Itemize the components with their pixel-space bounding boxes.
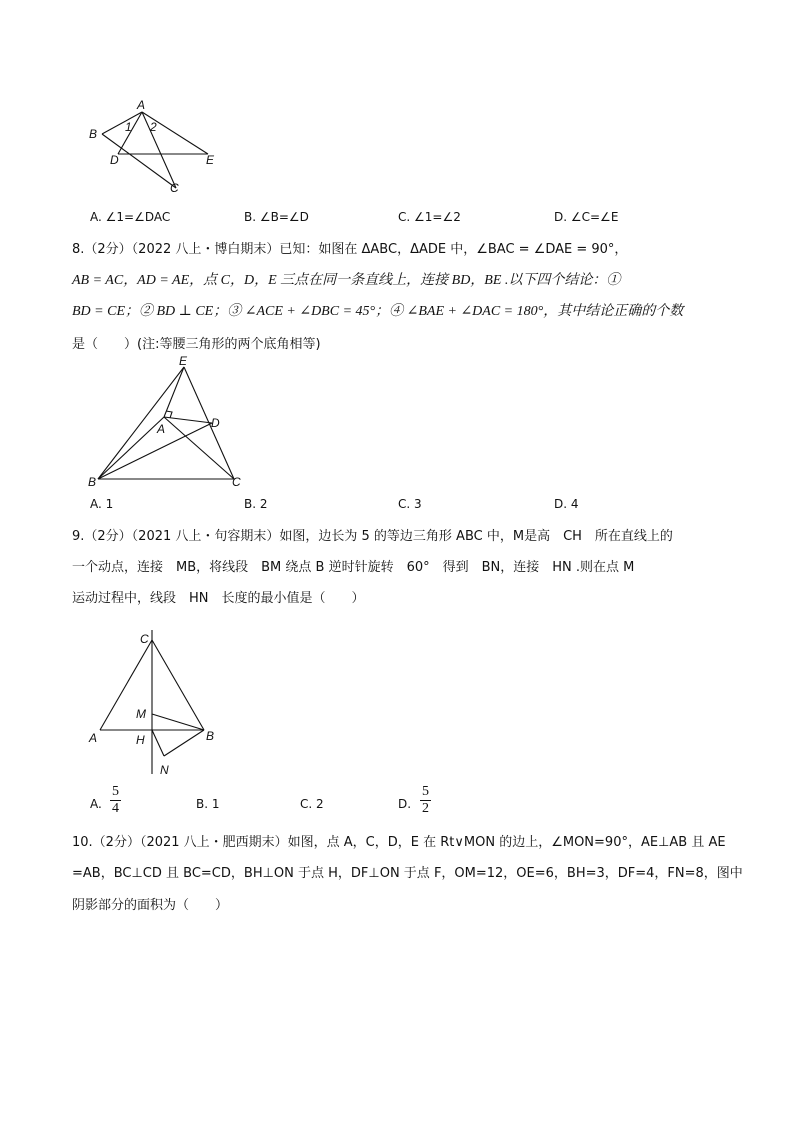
q8-text-line4: 是（ ）(注:等腰三角形的两个底角相等) — [72, 337, 321, 352]
q8-label-C: C — [232, 475, 241, 489]
q9-figure — [84, 626, 234, 781]
q9-option-c: C. 2 — [300, 797, 324, 811]
q7-option-a: A. ∠1=∠DAC — [90, 210, 171, 224]
q10-text-line3: 阴影部分的面积为（ ） — [72, 898, 229, 913]
q7-label-B: B — [89, 127, 98, 141]
q7-figure — [80, 96, 230, 196]
q9-option-a-fraction — [110, 784, 121, 817]
q7-option-d: D. ∠C=∠E — [554, 210, 619, 224]
q9-option-d-prefix: D. — [398, 797, 412, 811]
q9-option-b: B. 1 — [196, 797, 220, 811]
q8-label-B: B — [88, 475, 97, 489]
q9-label-B: B — [206, 729, 215, 743]
q9-text-line3: 运动过程中，线段 HN 长度的最小值是（ ） — [72, 591, 365, 606]
q10-text-line2: =AB，BC⊥CD 且 BC=CD，BH⊥ON 于点 H，DF⊥ON 于点 F，OM=12，OE=6，BH=3，DF=4，FN=8，图中 — [72, 866, 743, 881]
q9-label-M: M — [136, 707, 146, 721]
q9-label-H: H — [136, 733, 145, 747]
q9-label-A: A — [89, 731, 98, 745]
q8-option-b: B. 2 — [244, 497, 268, 511]
q9-label-N: N — [160, 763, 169, 777]
q8-label-D: D — [211, 416, 220, 430]
q9-option-a-prefix: A. — [90, 797, 102, 811]
q7-label-C: C — [170, 181, 179, 195]
q7-label-one: 1 — [125, 120, 132, 134]
q8-text-line1: 8.（2分）（2022 八上・博白期末）已知：如图在 ΔABC，ΔADE 中，∠BAC = ∠DAE = 90°， — [72, 242, 628, 257]
q8-option-a: A. 1 — [90, 497, 114, 511]
q8-text-line3: BD = CE；② BD ⊥ CE；③ ∠ACE + ∠DBC = 45°；④ ∠BAE + ∠DAC = 180°，其中结论正确的个数 — [72, 304, 684, 319]
q10-text-line1: 10.（2分）（2021 八上・肥西期末）如图，点 A，C，D，E 在 Rt∨MON 的边上，∠MON=90°，AE⊥AB 且 AE — [72, 835, 726, 850]
q9-text-line2: 一个动点，连接 MB，将线段 BM 绕点 B 逆时针旋转 60° 得到 BN，连接 HN .则在点 M — [72, 560, 635, 575]
q8-text-line2: AB = AC，AD = AE，点 C，D，E 三点在同一条直线上，连接 BD，BE .以下四个结论：① — [72, 273, 621, 288]
q7-label-E: E — [206, 153, 215, 167]
q9-option-d-numerator: 5 — [422, 784, 429, 799]
q8-figure — [84, 355, 254, 490]
q7-option-b: B. ∠B=∠D — [244, 210, 309, 224]
q8-label-E: E — [179, 355, 188, 368]
q8-option-d: D. 4 — [554, 497, 579, 511]
q9-option-a-numerator: 5 — [112, 784, 119, 799]
q8-label-A: A — [157, 422, 166, 436]
q9-label-C: C — [140, 632, 149, 646]
q7-label-two: 2 — [150, 120, 157, 134]
q8-option-c: C. 3 — [398, 497, 422, 511]
q9-option-a-denominator: 4 — [112, 801, 119, 816]
q7-label-D: D — [110, 153, 119, 167]
q7-label-A: A — [137, 98, 146, 112]
q9-option-d-denominator: 2 — [422, 801, 429, 816]
q9-text-line1: 9.（2分）（2021 八上・句容期末）如图，边长为 5 的等边三角形 ABC 中，M是高 CH 所在直线上的 — [72, 529, 673, 544]
q7-option-c: C. ∠1=∠2 — [398, 210, 461, 224]
q9-option-d-fraction — [420, 784, 431, 817]
